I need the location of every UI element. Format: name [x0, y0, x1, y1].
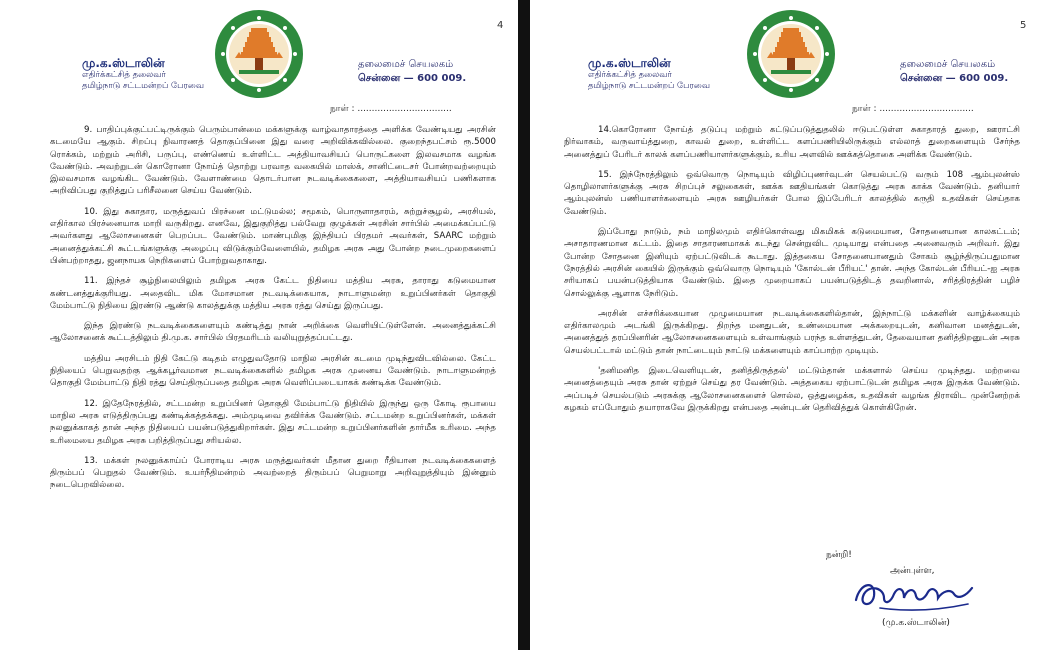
sender-name: மு.க.ஸ்டாலின்: [82, 56, 165, 70]
paragraph-9: 9. பாதிப்புக்குட்பட்டிருக்கும் பெரும்பான்மை மக்களுக்கு வாழ்வாதாரத்தை அளிக்க வேண்டியது அரசின் கடமையே ஆகும். சிறப்பு நிவாரணத் தொகுப்பினை இது வரை அறிவிக்கவில்லை. குறைந்தபட்சம் ரூ.5000 ரொக்கம், மற்றும் அரிசி, பருப்பு, எண்ணெய் உள்ளிட்ட அத்தியாவசியப் பொருட்களை இலவசமாக வழங்க வேண்டும். அவற்றுடன் கொரோனா நோய்த் தொற்று பரவாத வகையில் மாஸ்க், சானிட்டைசர் போன்றவற்றையும் இலவசமாக வழங்கிட வேண்டும். வேளாண்மை தொடர்பான நடவடிக்கைகளை, அத்தியாவசியப் பணிகளாக அறிவிப்பது குறித்துப் பரிசீலனை செய்ய வேண்டும்.: [50, 125, 496, 197]
sender-role: எதிர்க்கட்சித் தலைவர்: [82, 70, 166, 80]
regards-text: அன்புள்ள,: [890, 566, 935, 576]
office-line-2: சென்னை — 600 009.: [900, 73, 1009, 84]
paragraph-dmk-support: 'தனிமனித இடைவெளியுடன், தனித்திருத்தல்' மட்டும்தான் மக்களால் செய்ய முடிந்தது. மற்றவை அனைத்தையும் அரசு தான் ஏற்றுச் செய்து தர வேண்டும். அத்தகைய ஏற்பாட்டுடன் தமிழக அரசு இருக்க வேண்டும். அப்படிச் செயல்படும் அரசுக்கு ஆலோசனைகளைச் சொல்ல, ஒத்துழைக்க, உதவிகள் வழங்க திராவிட முன்னேற்றக் கழகம் எப்போதும் தயாராகவே இருக்கிறது என்பதை அன்புடன் தெரிவித்துக் கொள்கிறேன்.: [564, 366, 1020, 413]
page-number: 5: [1020, 20, 1027, 31]
paragraph-14: 14.கொரோனா நோய்த் தடுப்பு மற்றும் கட்டுப்படுத்துதலில் ஈடுபட்டுள்ள சுகாதாரத் துறை, ஊராட்சி நிர்வாகம், வருவாய்த்துறை, காவல் துறை, உள்ளிட்ட களப்பணியிலிருக்கும் எல்லாத் துறைகளையும் சேர்ந்த அனைத்துப் பேரிடர் காலக் களப்பணியாளர்களுக்கும், உரிய அளவில் ஊக்கத்தொகை அளிக்க வேண்டும்.: [564, 125, 1020, 160]
sender-block: [82, 56, 204, 92]
page-number: 4: [497, 20, 504, 31]
letter-body: [564, 124, 1020, 422]
paragraph-10: 10. இது சுகாதார, மருத்துவப் பிரச்னை மட்டுமல்ல; சமூகம், பொருளாதாரம், சுற்றுச்சூழல், அரசியல், எதிர்கால பிரச்னையாக மாறி வருகிறது. எனவே, இதுகுறித்து பல்வேறு குழுக்கள் அரசின் சார்பில் அமைக்கப்பட்டு அவர்களது ஆலோசனைகள் பெறப்பட வேண்டும். மாண்புமிகு இந்தியப் பிரதமர் அவர்கள், SAARC மற்றும் அனைத்துக்கட்சி கூட்டங்களுக்கு அழைப்பு விடுக்கும்வேளையில், தமிழக அரசு அது போன்ற நடைமுறைகளைப் பின்பற்றாதது, ஜனநாயக நெறிகளைப் போற்றுவதாகாது.: [50, 206, 496, 266]
office-line-1: தலைமைச் செயலகம்: [358, 59, 454, 70]
paragraph-11c: மத்திய அரசிடம் நிதி கேட்டு கடிதம் எழுதுவதோடு மாநில அரசின் கடமை முடிந்துவிடவில்லை. கேட்ட நிதியைப் பெறுவதற்கு ஆக்கபூர்வமான நடவடிக்கைகளில் தமிழக அரசு முனைய வேண்டும். நாடாளுமன்றத் தொகுதி மேம்பாட்டு நிதி ரத்து செய்திருப்பதை தமிழக அரசு வெளிப்படையாகக் கண்டிக்க வேண்டும்.: [50, 353, 496, 389]
date-field: நாள் : .................................: [330, 104, 452, 114]
sender-assembly: தமிழ்நாடு சட்டமன்றப் பேரவை: [588, 81, 710, 91]
letter-page-4: [0, 0, 518, 650]
paragraph-12: 12. இதேநேரத்தில், சட்டமன்ற உறுப்பினர் தொகுதி மேம்பாட்டு நிதியில் இருந்து ஒரு கோடி ரூபாயை மாநில அரசு எடுத்திருப்பது கண்டிக்கத்தக்கது. அம்முடிவை தவிர்க்க வேண்டும். சட்டமன்ற உறுப்பினர்கள், மக்கள் நலனுக்காகத் தான் அந்த நிதியைப் பயன்படுத்துகிறார்கள். இது சட்டமன்ற உறுப்பினர்களின் தார்மீக உரிமை. அந்த உரிமையை தமிழக அரசு பறித்திருப்பது சரியல்ல.: [50, 398, 496, 446]
office-address: [900, 58, 1008, 86]
date-field: நாள் : .................................: [852, 104, 974, 114]
paragraph-15: 15. இந்நேரத்திலும் ஒவ்வொரு நொடியும் விழிப்புணர்வுடன் செயல்பட்டு வரும் 108 ஆம்புலன்ஸ் தொழிலாளர்களுக்கு அரசு சிறப்புச் சலுகைகள், ஊக்க ஊதியங்கள் கொடுத்து அரசு காக்க வேண்டும். தனியார் ஆம்புலன்ஸ் பணியாளர்களையும் அரசு ஊழியர்கள் போல இப்பேரிடர் காலத்தில் கருதி உதவிகள் செய்தாக வேண்டும்.: [564, 169, 1020, 217]
signature-icon: [850, 570, 980, 616]
paragraph-government-action: அரசின் எச்சரிக்கையான முழுமையான நடவடிக்கைகளில்தான், இந்நாட்டு மக்களின் வாழ்க்கையும் எதிர்காலமும் அடங்கி இருக்கிறது. திறந்த மனதுடன், உண்மையான அக்கறையுடன், கனிவான மனத்துடன், அனைத்துத் தரப்பினரின் ஆலோசனைகளையும் உள்வாங்கும் பரந்த உள்ளத்துடன், தேவையான தனித்திறனுடன் அரசு செயல்பட்டால் மட்டும் தான் நாட்டையும் நாட்டு மக்களையும் காப்பாற்ற முடியும்.: [564, 308, 1020, 356]
page-divider: [518, 0, 530, 650]
signatory-name: (மு.க.ஸ்டாலின்): [882, 618, 950, 628]
sender-block: [588, 56, 710, 92]
paragraph-golden-period: இப்போது நாடும், நம் மாநிலமும் எதிர்கொள்வது மிகமிகக் கடுமையான, சோதனையான காலகட்டம்; அசாதாரணமான கட்டம். இதை சாதாரணமாகக் கடந்து சென்றுவிட முடியாது என்பதை அனைவரும் அறிவர். இது போன்ற சோதனை இனியும் ஏற்பட்டுவிடக் கூடாது. இத்தகைய சோதனையானதும் சோகம் சூழ்ந்திருப்பதுமான நேரத்தில் அரசின் கையில் இருக்கும் ஒவ்வொரு நொடியும் 'கோல்டன் பீரியட்' தான். அந்த கோல்டன் பீரியட்-ஐ அரசு சரியாகப் பயன்படுத்தியாக வேண்டும். இதை முறையாகப் பயன்படுத்திடத் தவறினால், சரித்திரத்தின் பழிச் சொல்லுக்கு ஆளாக நேரிடும்.: [564, 227, 1020, 299]
office-address: [358, 58, 466, 86]
sender-assembly: தமிழ்நாடு சட்டமன்றப் பேரவை: [82, 81, 204, 91]
tamil-nadu-emblem-icon: [213, 8, 305, 100]
paragraph-11: 11. இந்தச் சூழ்நிலையிலும் தமிழக அரசு கேட்ட நிதியை மத்திய அரசு, தாராது கடுமையான கண்டனத்துக்குரியது. அதைவிட மிக மோசமான நடவடிக்கையாக, நாடாளுமன்ற உறுப்பினர்கள் தொகுதி மேம்பாட்டு நிதியை இரண்டு ஆண்டு காலத்துக்கு மத்திய அரசு ரத்து செய்து இருப்பது.: [50, 276, 496, 311]
sender-name: மு.க.ஸ்டாலின்: [588, 56, 671, 70]
tamil-nadu-emblem-icon: [745, 8, 837, 100]
office-line-1: தலைமைச் செயலகம்: [900, 59, 996, 70]
letter-page-5: [530, 0, 1050, 650]
letter-body: [50, 124, 496, 500]
paragraph-13: 13. மக்கள் நலனுக்காய்ப் போராடிய அரசு மருத்துவர்கள் மீதான துறை ரீதியான நடவடிக்கைகளைத் திரும்பப் பெறுதல் வேண்டும். உயர்நீதிமன்றம் அவற்றைத் திரும்பப் பெறுமாறு அறிவுறுத்தியும் இன்னும் நடைபெறவில்லை.: [50, 455, 496, 491]
sender-role: எதிர்க்கட்சித் தலைவர்: [588, 70, 672, 80]
thanks-text: நன்றி!: [826, 550, 852, 560]
paragraph-11b: இந்த இரண்டு நடவடிக்கைகளையும் கண்டித்து நான் அறிக்கை வெளியிட்டுள்ளேன். அனைத்துக்கட்சி ஆலோசனைக் கூட்டத்திலும் தி.மு.க. சார்பில் பிரதமரிடம் வலியுறுத்தப்பட்டது.: [50, 321, 496, 344]
office-line-2: சென்னை — 600 009.: [358, 73, 467, 84]
